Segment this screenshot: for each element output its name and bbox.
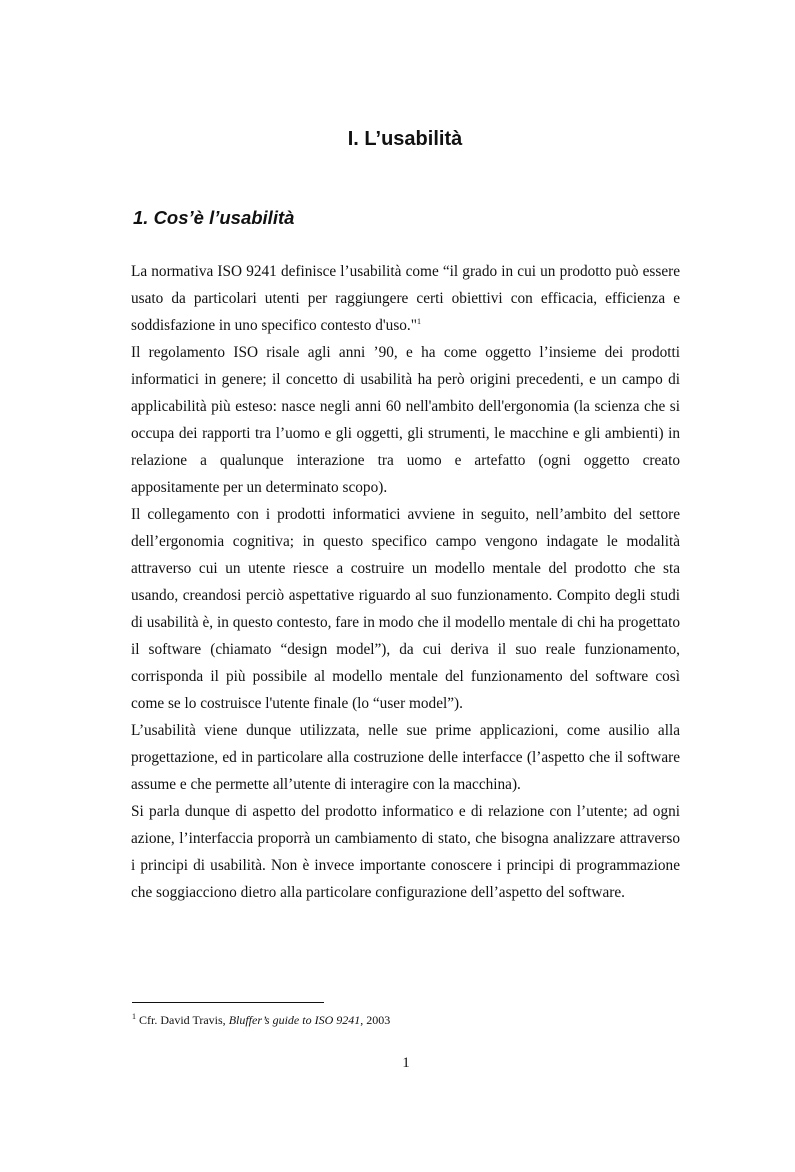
paragraph-5: Si parla dunque di aspetto del prodotto informatico e di relazione con l’utente; ad ogni azione, l’interfaccia proporrà un cambiamento di stato, che bisogna analizzare attraverso i principi di usabilità. Non è invece importante conoscere i principi di programmazione che soggiacciono dietro alla particolare configurazione dell’aspetto del software.	[131, 803, 680, 901]
footnote-number: 1	[132, 1012, 136, 1021]
paragraph-1	[131, 258, 680, 339]
footnote-prefix: Cfr. David Travis,	[136, 1013, 229, 1027]
body-text	[131, 258, 680, 906]
section-title: 1. Cos’è l’usabilità	[133, 207, 295, 228]
page-number: 1	[402, 1055, 410, 1071]
paragraph-3: Il collegamento con i prodotti informatici avviene in seguito, nell’ambito del settore dell’ergonomia cognitiva; in questo specifico campo vengono indagate le modalità attraverso cui un utente riesce a costruire un modello mentale del prodotto che sta usando, creandosi perciò aspettative riguardo al suo funzionamento. Compito degli studi di usabilità è, in questo contesto, fare in modo che il modello mentale di chi ha progettato il software (chiamato “design model”), da cui deriva il suo reale funzionamento, corrisponda il più possibile al modello mentale del funzionamento del software così come se lo costruisce l'utente finale (lo “user model”).	[131, 506, 680, 712]
footnote-suffix: , 2003	[360, 1013, 391, 1027]
footnote-book-title: Bluffer’s guide to ISO 9241	[228, 1013, 361, 1027]
footnote-divider	[132, 1002, 324, 1003]
paragraph-4: L’usabilità viene dunque utilizzata, nelle sue prime applicazioni, come ausilio alla progettazione, ed in particolare alla costruzione delle interfacce (l’aspetto che il software assume e che permette all’utente di interagire con la macchina).	[131, 722, 680, 793]
chapter-title: I. L’usabilità	[347, 128, 463, 150]
footnote-reference[interactable]: 1	[417, 316, 421, 326]
footnote	[132, 1013, 390, 1028]
paragraph-1-text: La normativa ISO 9241 definisce l’usabilità come “il grado in cui un prodotto può essere usato da particolari utenti per raggiungere certi obiettivi con efficacia, efficienza e soddisfazione in uno specifico contesto d'uso."	[131, 263, 680, 334]
paragraph-2: Il regolamento ISO risale agli anni ’90, e ha come oggetto l’insieme dei prodotti informatici in genere; il concetto di usabilità ha però origini precedenti, e un campo di applicabilità più esteso: nasce negli anni 60 nell'ambito dell'ergonomia (la scienza che si occupa dei rapporti tra l’uomo e gli oggetti, gli strumenti, le macchine e gli ambienti) in relazione a qualunque interazione tra uomo e artefatto (ogni oggetto creato appositamente per un determinato scopo).	[131, 344, 680, 496]
